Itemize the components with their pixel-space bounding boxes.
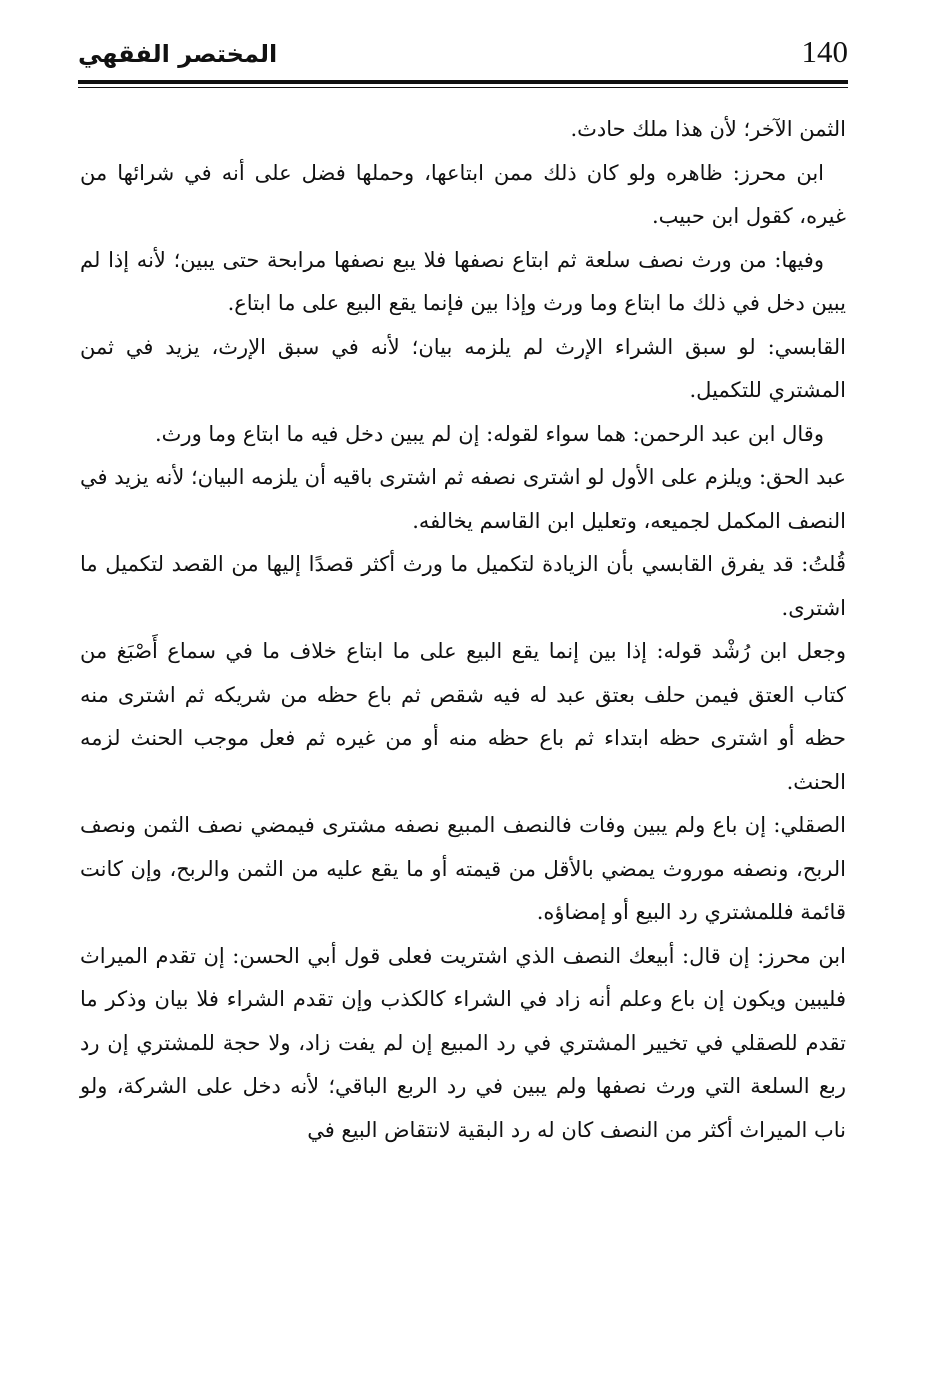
header-rule-thick bbox=[78, 80, 848, 84]
paragraph: وجعل ابن رُشْد قوله: إذا بين إنما يقع البيع على ما ابتاع خلاف ما في سماع أَصْبَغ من كتاب العتق فيمن حلف بعتق عبد له فيه شقص ثم باع حظه من شريكه ثم اشترى منه حظه أو اشترى حظه ابتداء ثم باع حظه منه أو من غيره ثم فعل موجب الحنث لزمه الحنث. bbox=[80, 639, 846, 794]
page-number: 140 bbox=[801, 34, 848, 69]
paragraph: الصقلي: إن باع ولم يبين وفات فالنصف المبيع نصفه مشترى فيمضي نصف الثمن ونصف الربح، ونصفه موروث يمضي بالأقل من قيمته أو ما يقع عليه من الثمن والربح، وإن كانت قائمة فللمشتري رد البيع أو إمضاؤه. bbox=[80, 813, 846, 924]
paragraph: القابسي: لو سبق الشراء الإرث لم يلزمه بيان؛ لأنه في سبق الإرث، يزيد في ثمن المشتري للتكميل. bbox=[80, 334, 846, 402]
paragraph: ابن محرز: ظاهره ولو كان ذلك ممن ابتاعها، وحملها فضل على أنه في شرائها من غيره، كقول ابن حبيب. bbox=[80, 160, 846, 228]
paragraph: الثمن الآخر؛ لأن هذا ملك حادث. bbox=[570, 117, 846, 141]
paragraph: ابن محرز: إن قال: أبيعك النصف الذي اشتريت فعلى قول أبي الحسن: إن تقدم الميراث فليبين ويكون إن باع وعلم أنه زاد في الشراء كالكذب وإن تقدم الشراء فلا بيان وذكر ما تقدم للصقلي في تخيير المشتري في رد المبيع إن لم يفت زاد، ولا حجة للمشتري إن رد ربع السلعة التي ورث نصفها ولم يبين في رد الربع الباقي؛ لأنه دخل على الشركة، ولو ناب الميراث أكثر من النصف كان له رد البقية لانتقاض البيع في bbox=[80, 943, 846, 1142]
header-rule-thin bbox=[78, 87, 848, 88]
page-header bbox=[78, 30, 848, 80]
paragraph: وفيها: من ورث نصف سلعة ثم ابتاع نصفها فلا يبع نصفها مرابحة حتى يبين؛ لأنه إذا لم يبين دخل في ذلك ما ابتاع وما ورث وإذا بين فإنما يقع البيع على ما ابتاع. bbox=[80, 247, 846, 315]
paragraph: قُلتُ: قد يفرق القابسي بأن الزيادة لتكميل ما ورث أكثر قصدًا إليها من القصد لتكميل ما اشترى. bbox=[80, 552, 846, 620]
paragraph: وقال ابن عبد الرحمن: هما سواء لقوله: إن لم يبين دخل فيه ما ابتاع وما ورث. bbox=[154, 421, 824, 446]
body-text bbox=[80, 108, 846, 1152]
running-title: المختصر الفقهي bbox=[78, 40, 278, 68]
paragraph: عبد الحق: ويلزم على الأول لو اشترى نصفه ثم اشترى باقيه أن يلزمه البيان؛ لأنه يزيد في النصف المكمل لجميعه، وتعليل ابن القاسم يخالفه. bbox=[80, 465, 846, 533]
